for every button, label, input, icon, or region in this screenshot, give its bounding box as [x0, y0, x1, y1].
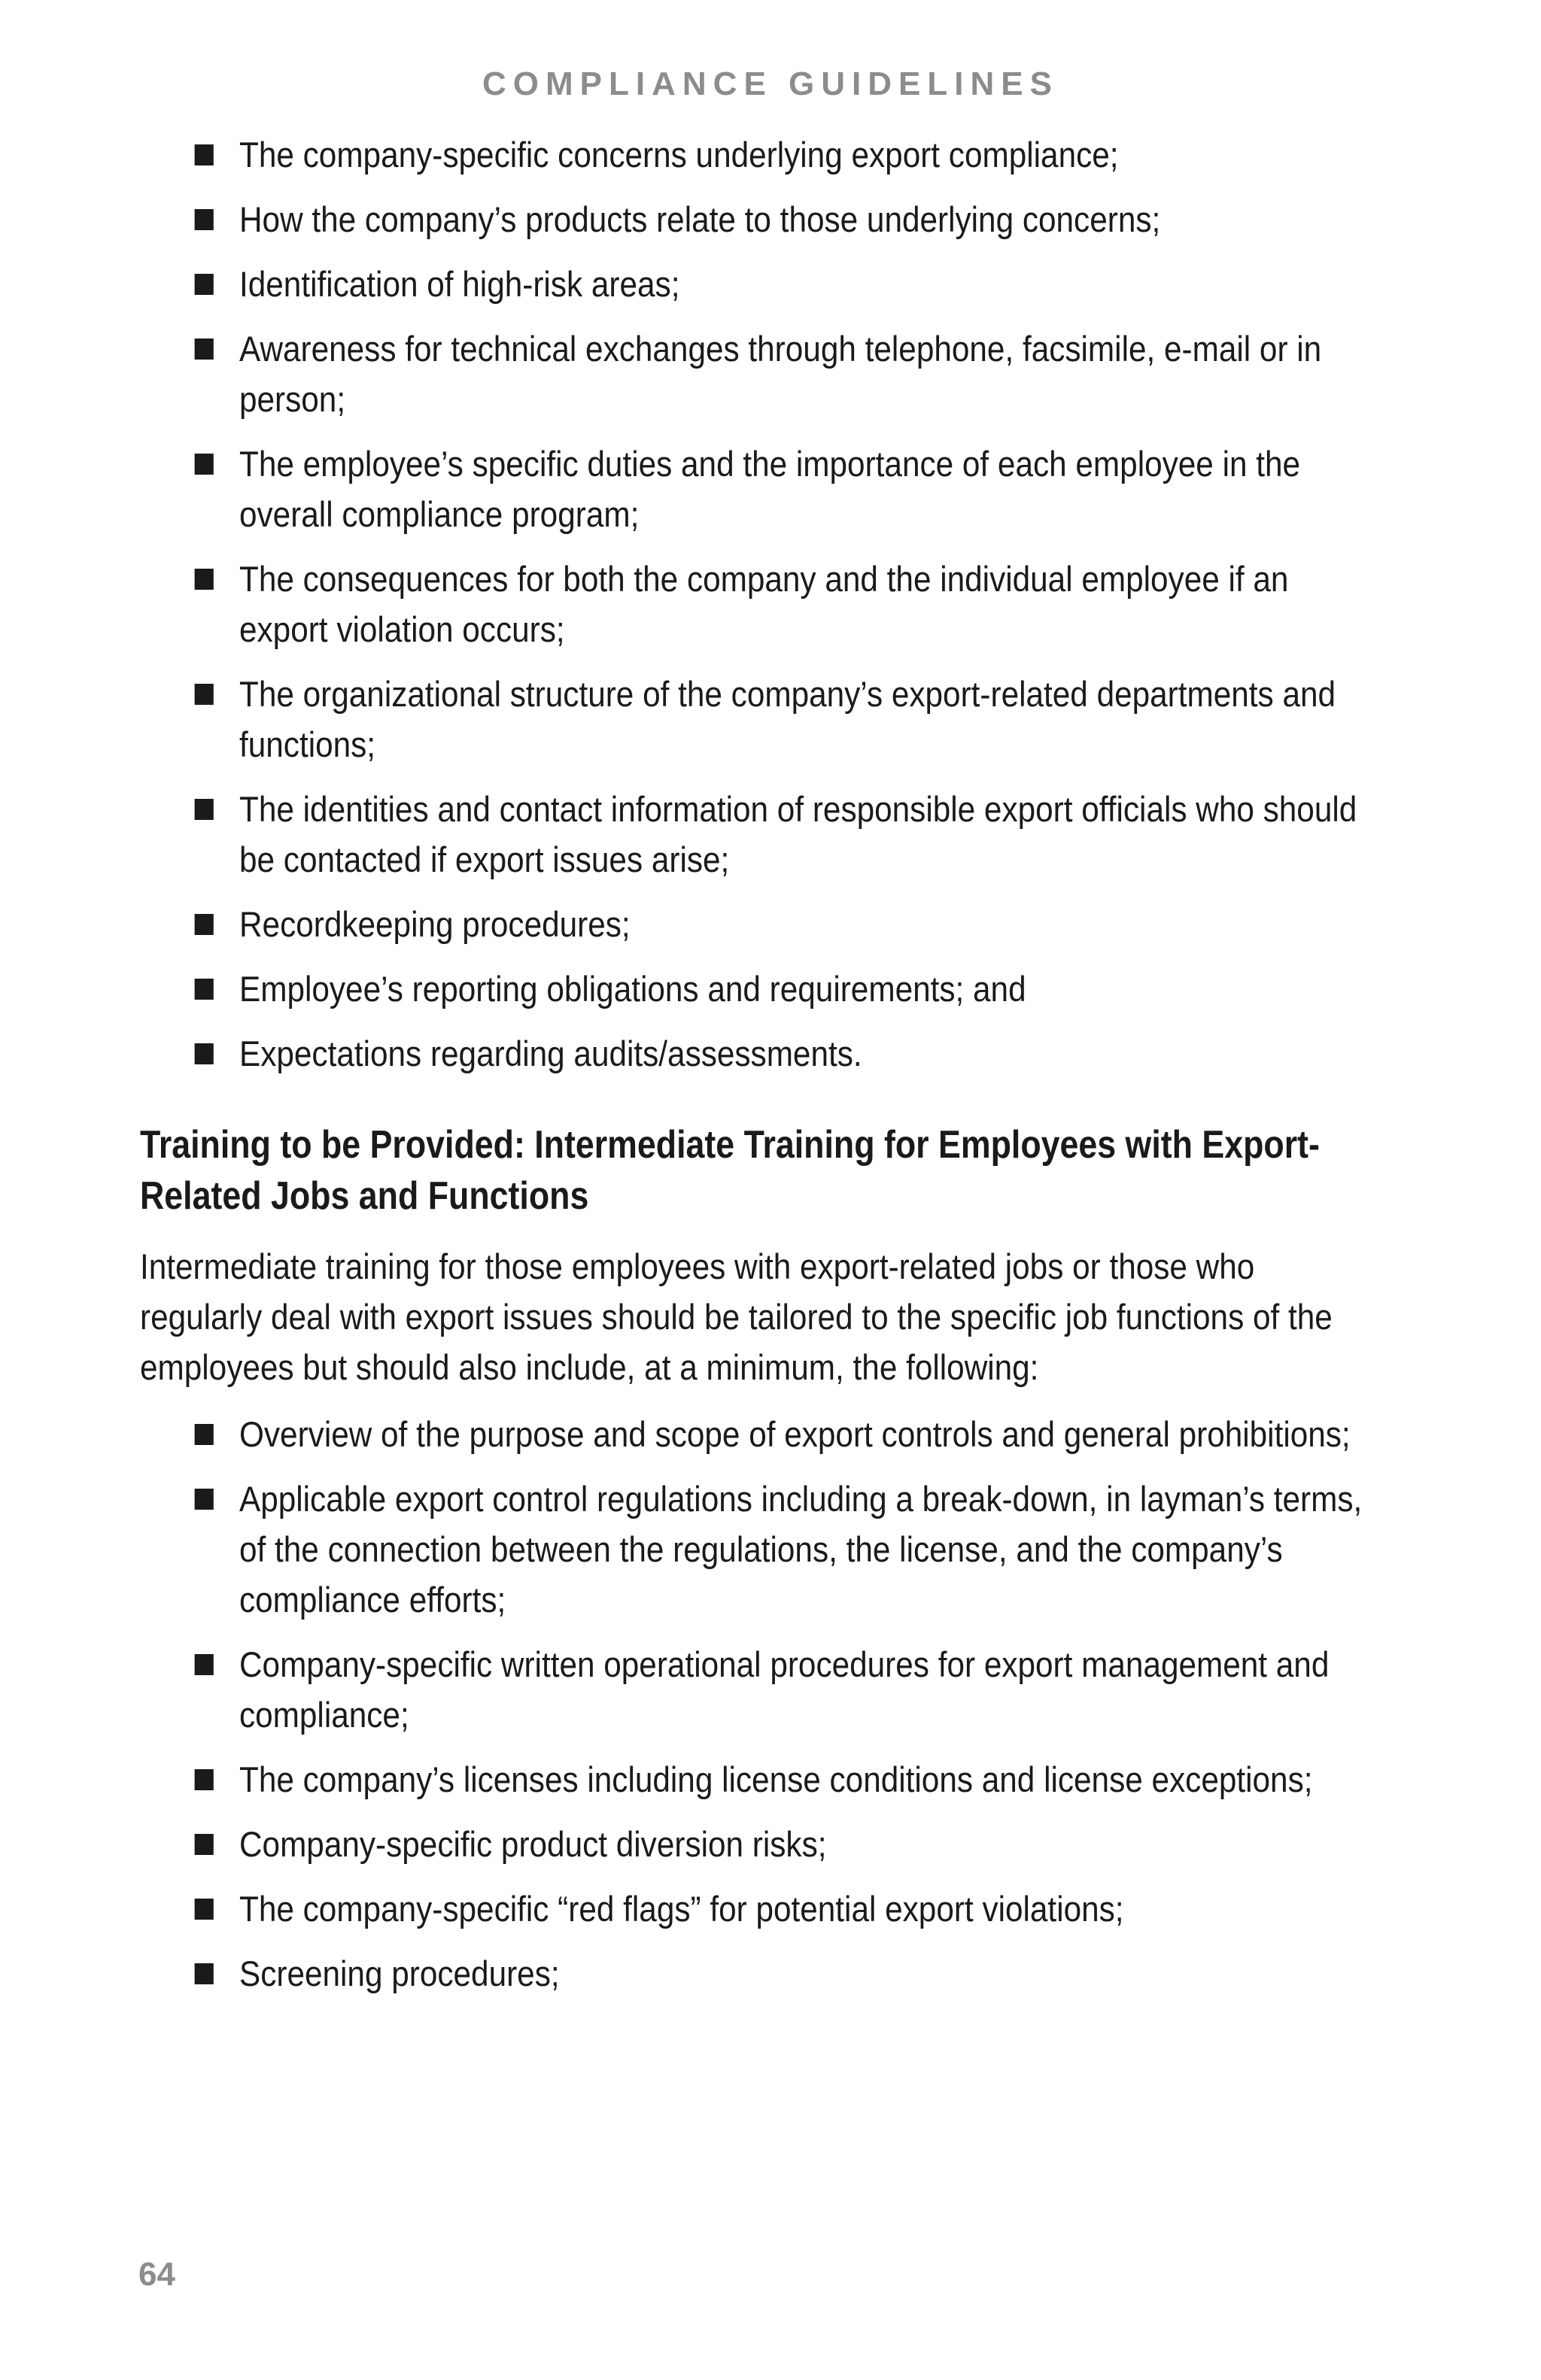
list-item [239, 784, 1370, 885]
list-item-text: Company-specific product diversion risks; [239, 1824, 827, 1864]
square-bullet-icon [195, 1654, 214, 1675]
list-item [239, 554, 1370, 654]
list-item [239, 1474, 1370, 1625]
list-item-text: Screening procedures; [239, 1953, 560, 1993]
square-bullet-icon [195, 914, 214, 935]
page-number: 64 [138, 2256, 175, 2293]
bullet-list-topics [140, 129, 1404, 1079]
list-item [239, 1639, 1370, 1740]
square-bullet-icon [195, 1899, 214, 1920]
list-item [239, 194, 1370, 244]
list-item-text: Awareness for technical exchanges through telephone, facsimile, e-mail or in person; [239, 329, 1322, 419]
list-item-text: The company’s licenses including license conditions and license exceptions; [239, 1759, 1313, 1799]
list-item [239, 899, 1370, 949]
square-bullet-icon [195, 569, 214, 590]
bullet-list-intermediate-training [140, 1409, 1404, 1999]
list-item-text: The company-specific “red flags” for potential export violations; [239, 1889, 1124, 1929]
list-item-text: The consequences for both the company and the individual employee if an export violation occurs; [239, 559, 1289, 649]
square-bullet-icon [195, 274, 214, 295]
list-item [239, 1409, 1370, 1459]
list-item [239, 1028, 1370, 1079]
list-item-text: How the company’s products relate to those underlying concerns; [239, 199, 1161, 239]
list-item-text: Employee’s reporting obligations and requirements; and [239, 969, 1026, 1009]
square-bullet-icon [195, 684, 214, 705]
square-bullet-icon [195, 454, 214, 475]
square-bullet-icon [195, 144, 214, 165]
list-item [239, 1754, 1370, 1805]
list-item-text: Overview of the purpose and scope of export controls and general prohibitions; [239, 1414, 1351, 1454]
list-item-text: The organizational structure of the company’s export-related departments and functions; [239, 674, 1336, 764]
square-bullet-icon [195, 209, 214, 230]
list-item-text: The identities and contact information of responsible export officials who should be contacted if export issues arise; [239, 789, 1357, 879]
list-item [239, 1948, 1370, 1999]
intro-paragraph: Intermediate training for those employees with export-related jobs or those who regularly deal with export issues should be tailored to the specific job functions of the employees but should also include, at a minimum, the following: [140, 1246, 1333, 1387]
list-item-text: Company-specific written operational procedures for export management and compliance; [239, 1644, 1330, 1735]
page-content [140, 129, 1404, 2013]
list-item [239, 259, 1370, 309]
square-bullet-icon [195, 1769, 214, 1790]
list-item [239, 669, 1370, 770]
list-item-text: Applicable export control regulations including a break-down, in layman’s terms, of the connection between the regulations, the license, and the company’s compliance efforts; [239, 1479, 1363, 1620]
list-item-text: Expectations regarding audits/assessments. [239, 1034, 862, 1073]
list-item-text: Identification of high-risk areas; [239, 264, 680, 304]
list-item [239, 1819, 1370, 1869]
square-bullet-icon [195, 799, 214, 820]
running-head: COMPLIANCE GUIDELINES [482, 65, 1059, 102]
list-item [239, 1884, 1370, 1934]
list-item-text: The company-specific concerns underlying export compliance; [239, 135, 1119, 175]
square-bullet-icon [195, 1834, 214, 1855]
list-item [239, 129, 1370, 180]
square-bullet-icon [195, 1424, 214, 1445]
list-item-text: Recordkeeping procedures; [239, 904, 631, 944]
list-item [239, 439, 1370, 539]
square-bullet-icon [195, 1043, 214, 1064]
list-item [239, 323, 1370, 424]
square-bullet-icon [195, 338, 214, 360]
list-item-text: The employee’s specific duties and the importance of each employee in the overall compliance program; [239, 444, 1301, 534]
square-bullet-icon [195, 1963, 214, 1984]
section-heading: Training to be Provided: Intermediate Training for Employees with Export-Related Jobs and Functions [140, 1123, 1320, 1218]
square-bullet-icon [195, 1489, 214, 1510]
square-bullet-icon [195, 979, 214, 1000]
list-item [239, 964, 1370, 1014]
